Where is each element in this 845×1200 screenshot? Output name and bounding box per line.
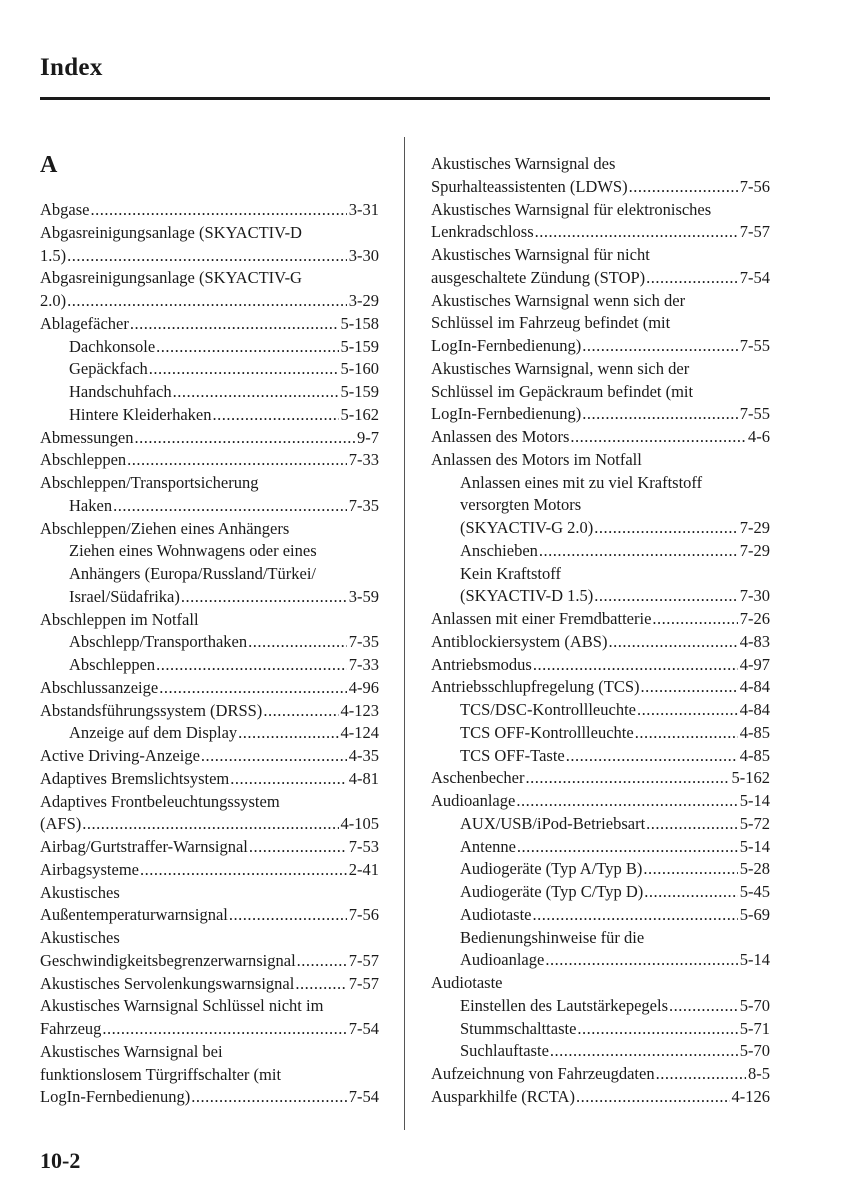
dot-leader: [629, 176, 738, 199]
entry-text: Dachkonsole: [69, 336, 156, 356]
entry-text: Active Driving-Anzeige: [40, 746, 200, 765]
dot-leader: [646, 813, 738, 836]
entry-text: LogIn-Fernbedienung): [40, 1087, 191, 1107]
index-subentry: [431, 813, 770, 836]
entry-text: Anhängers (Europa/Russland/Türkei/: [69, 564, 316, 583]
entry-text: Anlassen mit einer Fremdbatterie: [431, 609, 652, 628]
entry-text: Abgase: [40, 200, 90, 219]
index-entry: [40, 472, 379, 495]
index-entry: [431, 199, 770, 222]
page-reference: 4-105: [340, 814, 379, 834]
dot-leader: [643, 858, 737, 881]
entry-text: Antiblockiersystem (ABS): [431, 631, 608, 651]
index-entry: [431, 403, 770, 426]
index-subentry: [431, 1040, 770, 1063]
index-subentry: [431, 836, 770, 859]
entry-text: Einstellen des Lautstärkepegels: [460, 995, 669, 1015]
entry-text: Abschlepp/Transporthaken: [69, 632, 248, 652]
page-reference: 5-14: [739, 950, 770, 970]
entry-text: Suchlauftaste: [460, 1041, 549, 1061]
entry-text: Abschlussanzeige: [40, 677, 159, 697]
index-entry: [40, 995, 379, 1018]
entry-text: Ausparkhilfe (RCTA): [431, 1086, 575, 1106]
dot-leader: [608, 631, 737, 654]
index-subentry: [40, 654, 379, 677]
entry-text: Airbagsysteme: [40, 859, 139, 879]
dot-leader: [550, 1040, 738, 1063]
index-subentry: [431, 881, 770, 904]
page-reference: 5-158: [340, 313, 379, 333]
index-entry: [431, 358, 770, 381]
dot-leader: [82, 813, 338, 836]
index-entry: [431, 767, 770, 790]
page-reference: 4-123: [340, 700, 379, 720]
index-entry: [40, 836, 379, 859]
entry-text: ausgeschaltete Zündung (STOP): [431, 267, 646, 287]
index-subentry: [431, 722, 770, 745]
page-reference: 7-54: [348, 1019, 379, 1038]
page-reference: 7-54: [348, 1087, 379, 1107]
dot-leader: [248, 631, 347, 654]
entry-text: Haken: [69, 495, 113, 515]
index-entry: [40, 290, 379, 313]
dot-leader: [140, 859, 347, 882]
index-entry: [40, 791, 379, 814]
entry-text: AUX/USB/iPod-Betriebsart: [460, 813, 646, 833]
page-reference: 5-71: [739, 1018, 770, 1038]
dot-leader: [525, 767, 729, 790]
entry-text: Anzeige auf dem Display: [69, 723, 238, 743]
dot-leader: [533, 904, 738, 927]
index-entry: [40, 904, 379, 927]
entry-text: Akustisches Servolenkungswarnsignal: [40, 973, 295, 993]
page-reference: 7-56: [739, 176, 770, 196]
index-subentry: [431, 995, 770, 1018]
entry-text: Airbag/Gurtstraffer-Warnsignal: [40, 837, 248, 856]
entry-text: Spurhalteassistenten (LDWS): [431, 176, 628, 196]
index-subentry: [431, 563, 770, 586]
index-entry: [40, 973, 379, 996]
entry-text: Akustisches Warnsignal bei: [40, 1041, 223, 1061]
index-subentry: [40, 495, 379, 518]
index-entry: [431, 449, 770, 472]
entry-text: Akustisches Warnsignal für nicht: [431, 245, 650, 264]
dot-leader: [212, 404, 338, 427]
entry-text: Aschenbecher: [431, 768, 525, 788]
dot-leader: [539, 540, 738, 563]
index-entry: [431, 426, 770, 449]
index-subentry: [431, 494, 770, 517]
dot-leader: [263, 700, 338, 723]
dot-leader: [517, 836, 738, 859]
page-number: 10-2: [40, 1148, 81, 1173]
index-entry: [40, 267, 379, 290]
index-subentry: [431, 472, 770, 495]
index-entry: [431, 153, 770, 176]
index-entry: [431, 1086, 770, 1109]
entry-text: Abschleppen/Ziehen eines Anhängers: [40, 518, 290, 538]
page-reference: 7-33: [348, 450, 379, 470]
page-reference: 5-14: [739, 836, 770, 856]
dot-leader: [90, 199, 346, 222]
dot-leader: [545, 949, 737, 972]
dot-leader: [238, 722, 338, 745]
index-entry: [40, 313, 379, 336]
page-reference: 5-70: [739, 1041, 770, 1061]
dot-leader: [641, 676, 738, 699]
index-entry: [431, 335, 770, 358]
dot-leader: [135, 427, 356, 450]
page-reference: 5-162: [340, 404, 379, 424]
index-entry: [40, 1041, 379, 1064]
entry-text: Abstandsführungssystem (DRSS): [40, 700, 263, 720]
index-column-left: [40, 199, 379, 1109]
index-entry: [40, 1018, 379, 1041]
dot-leader: [181, 586, 347, 609]
index-entry: [40, 768, 379, 791]
page-reference: 7-53: [348, 837, 379, 856]
entry-text: 1.5): [40, 245, 67, 265]
entry-text: funktionslosem Türgriffschalter (mit: [40, 1064, 282, 1084]
index-entry: [40, 222, 379, 245]
page-reference: 4-35: [348, 746, 379, 765]
dot-leader: [173, 381, 339, 404]
entry-text: Adaptives Bremslichtsystem: [40, 768, 230, 788]
entry-text: Akustisches Warnsignal, wenn sich der: [431, 358, 690, 378]
page-reference: 5-28: [739, 859, 770, 879]
entry-text: TCS OFF-Taste: [460, 745, 565, 765]
page-reference: 4-85: [739, 745, 770, 765]
entry-text: Ziehen eines Wohnwagens oder eines: [69, 541, 317, 561]
dot-leader: [159, 677, 347, 700]
dot-leader: [297, 950, 347, 973]
page-reference: 7-55: [739, 336, 770, 355]
index-entry: [40, 518, 379, 541]
entry-text: Akustisches Warnsignal wenn sich der: [431, 290, 686, 310]
dot-leader: [635, 722, 738, 745]
index-entry: [40, 813, 379, 836]
index-subentry: [40, 586, 379, 609]
page-reference: 4-84: [739, 677, 770, 697]
page-reference: 4-85: [739, 722, 770, 742]
entry-text: Schlüssel im Fahrzeug befindet (mit: [431, 313, 671, 333]
entry-text: Audiogeräte (Typ C/Typ D): [460, 882, 644, 901]
index-subentry: [40, 358, 379, 381]
index-subentry: [431, 540, 770, 563]
index-entry: [40, 609, 379, 632]
index-entry: [40, 199, 379, 222]
entry-text: Abschleppen/Transportsicherung: [40, 473, 259, 492]
page-reference: 3-59: [348, 586, 379, 606]
index-entry: [431, 676, 770, 699]
page-reference: 4-124: [340, 723, 379, 743]
entry-text: Handschuhfach: [69, 382, 172, 401]
index-entry: [431, 290, 770, 313]
index-entry: [431, 972, 770, 995]
page-reference: 5-159: [340, 382, 379, 401]
entry-text: Gepäckfach: [69, 359, 148, 379]
page-reference: 7-55: [739, 404, 770, 424]
page-reference: 5-159: [340, 336, 379, 356]
index-entry: [40, 1064, 379, 1087]
index-subentry: [40, 722, 379, 745]
entry-text: Schlüssel im Gepäckraum befindet (mit: [431, 381, 694, 401]
page-reference: 7-35: [348, 495, 379, 515]
entry-text: Akustisches: [40, 882, 120, 902]
page-reference: 5-72: [739, 813, 770, 833]
dot-leader: [130, 313, 339, 336]
page-reference: 9-7: [357, 427, 379, 447]
entry-text: Abschleppen: [69, 655, 156, 674]
dot-leader: [67, 290, 347, 313]
entry-text: (AFS): [40, 814, 82, 834]
index-entry: [431, 381, 770, 404]
dot-leader: [249, 836, 347, 859]
dot-leader: [191, 1086, 346, 1109]
page-reference: 4-97: [739, 654, 770, 674]
section-title: Index: [40, 54, 103, 81]
page-reference: 5-160: [340, 359, 379, 379]
dot-leader: [230, 768, 346, 791]
index-entry: [431, 312, 770, 335]
index-entry: [431, 221, 770, 244]
dot-leader: [594, 585, 738, 608]
index-entry: [40, 927, 379, 950]
index-subentry: [40, 381, 379, 404]
dot-leader: [149, 358, 339, 381]
page-reference: 5-14: [739, 791, 770, 810]
entry-text: Abgasreinigungsanlage (SKYACTIV-D: [40, 222, 302, 242]
dot-leader: [570, 426, 746, 449]
dot-leader: [535, 221, 738, 244]
entry-text: versorgten Motors: [460, 495, 582, 515]
entry-text: Anlassen eines mit zu viel Kraftstoff: [460, 472, 703, 492]
dot-leader: [577, 1018, 737, 1041]
entry-text: Audiotaste: [431, 973, 503, 992]
dot-leader: [533, 654, 738, 677]
dot-leader: [669, 995, 738, 1018]
dot-leader: [295, 973, 346, 996]
entry-text: Antenne: [460, 836, 516, 856]
entry-text: TCS/DSC-Kontrollleuchte: [460, 700, 636, 719]
entry-text: Antriebsschlupfregelung (TCS): [431, 677, 640, 697]
page-reference: 7-30: [739, 586, 770, 606]
entry-text: Audiotaste: [460, 904, 532, 924]
entry-text: Geschwindigkeitsbegrenzerwarnsignal: [40, 950, 296, 970]
index-entry: [40, 449, 379, 472]
section-letter: A: [40, 152, 58, 178]
index-subentry: [431, 858, 770, 881]
dot-leader: [637, 699, 738, 722]
index-subentry: [40, 540, 379, 563]
page-reference: 4-84: [739, 700, 770, 719]
index-subentry: [40, 631, 379, 654]
dot-leader: [594, 517, 738, 540]
index-entry: [40, 950, 379, 973]
index-entry: [431, 244, 770, 267]
dot-leader: [67, 245, 347, 268]
entry-text: LogIn-Fernbedienung): [431, 404, 582, 424]
index-column-right: [431, 153, 770, 1109]
dot-leader: [156, 336, 338, 359]
entry-text: Fahrzeug: [40, 1019, 102, 1038]
page-reference: 7-57: [348, 973, 379, 993]
index-entry: [40, 859, 379, 882]
page-reference: 4-126: [731, 1086, 770, 1106]
index-subentry: [431, 745, 770, 768]
dot-leader: [113, 495, 347, 518]
index-subentry: [431, 949, 770, 972]
page-reference: 5-69: [739, 904, 770, 924]
dot-leader: [652, 608, 737, 631]
page-reference: 7-56: [348, 905, 379, 925]
entry-text: Abmessungen: [40, 427, 134, 447]
entry-text: Abschleppen im Notfall: [40, 609, 199, 629]
page-reference: 5-45: [739, 882, 770, 901]
page-reference: 7-57: [739, 222, 770, 242]
index-subentry: [40, 563, 379, 586]
page-reference: 3-31: [348, 200, 379, 219]
entry-text: Anschieben: [460, 540, 538, 560]
entry-text: Akustisches Warnsignal Schlüssel nicht im: [40, 996, 324, 1016]
page-reference: 4-96: [348, 677, 379, 697]
entry-text: Hintere Kleiderhaken: [69, 404, 212, 424]
page-reference: 4-81: [348, 768, 379, 788]
page-reference: 7-54: [739, 267, 770, 287]
entry-text: Audiogeräte (Typ A/Typ B): [460, 859, 643, 879]
index-entry: [40, 700, 379, 723]
index-entry: [40, 245, 379, 268]
index-subentry: [40, 336, 379, 359]
page-reference: 4-83: [739, 631, 770, 651]
page-reference: 7-35: [348, 632, 379, 652]
index-entry: [431, 267, 770, 290]
entry-text: Aufzeichnung von Fahrzeugdaten: [431, 1064, 655, 1083]
page-reference: 5-162: [731, 768, 770, 788]
index-entry: [431, 790, 770, 813]
entry-text: Antriebsmodus: [431, 654, 532, 674]
dot-leader: [156, 654, 347, 677]
dot-leader: [656, 1063, 746, 1086]
page-reference: 7-29: [739, 540, 770, 560]
entry-text: Ablagefächer: [40, 313, 129, 333]
index-subentry: [431, 904, 770, 927]
dot-leader: [566, 745, 738, 768]
index-subentry: [431, 699, 770, 722]
index-subentry: [431, 927, 770, 950]
page-reference: 7-33: [348, 655, 379, 674]
column-divider: [404, 137, 405, 1130]
entry-text: (SKYACTIV-G 2.0): [460, 518, 594, 537]
entry-text: Stummschalttaste: [460, 1018, 577, 1038]
entry-text: Adaptives Frontbeleuchtungssystem: [40, 791, 280, 811]
entry-text: Kein Kraftstoff: [460, 563, 561, 583]
index-entry: [40, 1086, 379, 1109]
index-subentry: [431, 1018, 770, 1041]
page-reference: 7-26: [739, 609, 770, 628]
entry-text: 2.0): [40, 291, 67, 310]
entry-text: Audioanlage: [431, 791, 516, 810]
page-reference: 5-70: [739, 995, 770, 1015]
index-entry: [40, 677, 379, 700]
entry-text: (SKYACTIV-D 1.5): [460, 586, 594, 606]
page-reference: 7-29: [739, 518, 770, 537]
page-reference: 8-5: [748, 1064, 770, 1083]
entry-text: Israel/Südafrika): [69, 586, 180, 606]
index-entry: [431, 654, 770, 677]
dot-leader: [516, 790, 737, 813]
dot-leader: [646, 267, 738, 290]
entry-text: Außentemperaturwarnsignal: [40, 905, 228, 925]
dot-leader: [201, 745, 347, 768]
entry-text: Akustisches Warnsignal des: [431, 154, 616, 173]
entry-text: Anlassen des Motors im Notfall: [431, 449, 642, 469]
entry-text: Audioanlage: [460, 950, 545, 970]
entry-text: Abgasreinigungsanlage (SKYACTIV-G: [40, 268, 302, 288]
entry-text: Anlassen des Motors: [431, 427, 570, 446]
dot-leader: [582, 403, 737, 426]
dot-leader: [582, 335, 737, 358]
index-entry: [431, 608, 770, 631]
dot-leader: [127, 449, 347, 472]
page-reference: 3-30: [348, 245, 379, 265]
index-subentry: [431, 585, 770, 608]
dot-leader: [229, 904, 347, 927]
page-reference: 7-57: [348, 950, 379, 970]
page-reference: 2-41: [348, 859, 379, 879]
entry-text: Akustisches Warnsignal für elektronisches: [431, 199, 712, 219]
index-entry: [431, 176, 770, 199]
index-entry: [40, 745, 379, 768]
entry-text: Akustisches: [40, 928, 120, 947]
entry-text: LogIn-Fernbedienung): [431, 336, 582, 355]
index-subentry: [431, 517, 770, 540]
dot-leader: [576, 1086, 730, 1109]
index-entry: [40, 882, 379, 905]
dot-leader: [644, 881, 737, 904]
entry-text: Abschleppen: [40, 450, 127, 470]
entry-text: Lenkradschloss: [431, 222, 534, 242]
index-entry: [431, 631, 770, 654]
entry-text: Bedienungshinweise für die: [460, 927, 645, 947]
index-entry: [431, 1063, 770, 1086]
header-rule: [40, 97, 770, 100]
page-reference: 3-29: [348, 291, 379, 310]
index-subentry: [40, 404, 379, 427]
dot-leader: [102, 1018, 346, 1041]
entry-text: TCS OFF-Kontrollleuchte: [460, 722, 634, 742]
index-entry: [40, 427, 379, 450]
page-reference: 4-6: [748, 427, 770, 446]
